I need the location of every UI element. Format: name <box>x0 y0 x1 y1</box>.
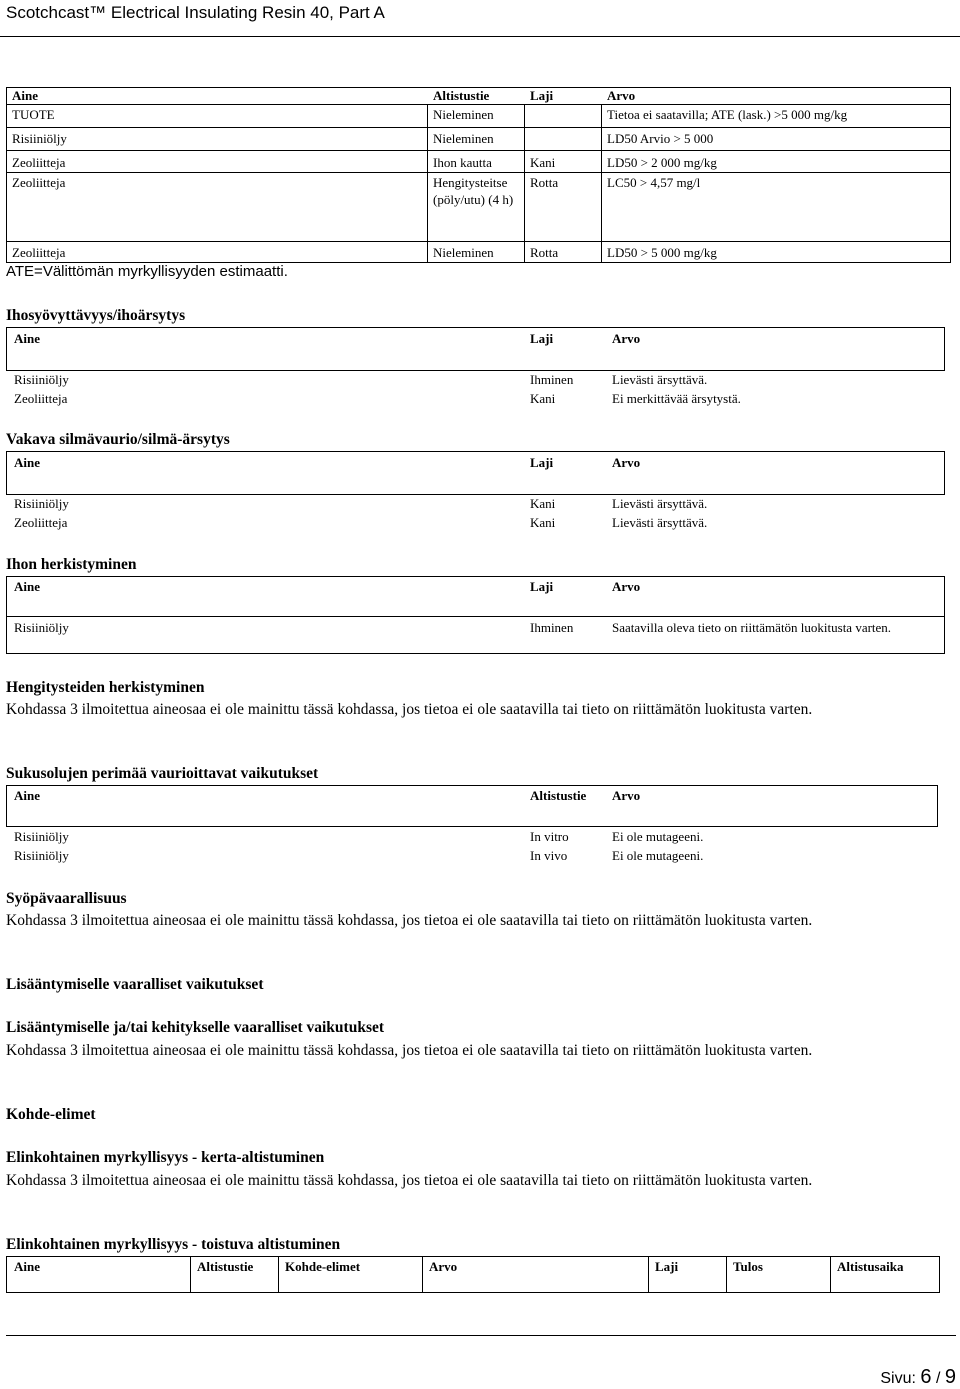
table-cell: Risiiniöljy <box>12 131 67 146</box>
col-header-aine: Aine <box>14 331 40 346</box>
section-heading-reproductive-development: Lisääntymiselle ja/tai kehitykselle vaaralliset vaikutukset <box>6 1019 385 1036</box>
col-header-altistustie: Altistustie <box>433 88 490 103</box>
table-cell: Risiiniöljy <box>14 496 69 511</box>
section-heading-skin: Ihosyövyttävyys/ihoärsytys <box>6 307 186 324</box>
row-divider <box>6 127 951 128</box>
col-header-arvo: Arvo <box>607 88 636 103</box>
section-heading-respiratory: Hengitysteiden herkistyminen <box>6 679 205 696</box>
germ-header-box <box>6 785 938 827</box>
page-number: 6 <box>920 1366 932 1388</box>
section-heading-reproductive: Lisääntymiselle vaaralliset vaikutukset <box>6 976 264 993</box>
row-divider <box>6 150 951 151</box>
col-divider <box>726 1256 727 1293</box>
col-header-arvo: Arvo <box>612 579 641 594</box>
col-header-laji: Laji <box>530 579 554 594</box>
col-header-arvo: Arvo <box>429 1259 458 1274</box>
col-divider <box>830 1256 831 1293</box>
table-cell: Saatavilla oleva tieto on riittämätön luokitusta varten. <box>612 620 892 635</box>
col-header-laji: Laji <box>655 1259 679 1274</box>
col-divider <box>648 1256 649 1293</box>
page-total: 9 <box>944 1366 956 1388</box>
table-cell: In vivo <box>530 848 568 863</box>
table-cell: LC50 > 4,57 mg/l <box>607 175 701 190</box>
col-header-laji: Laji <box>530 88 554 103</box>
table-cell: Tietoa ei saatavilla; ATE (lask.) >5 000 mg/kg <box>607 107 848 122</box>
col-divider <box>278 1256 279 1293</box>
col-header-altistusaika: Altistusaika <box>837 1259 904 1274</box>
table-cell: LD50 > 5 000 mg/kg <box>607 245 717 260</box>
col-header-arvo: Arvo <box>612 455 641 470</box>
stot-single-text: Kohdassa 3 ilmoitettua aineosaa ei ole mainittu tässä kohdassa, jos tietoa ei ole saatavilla tai tieto on riittämätön luokitusta varten. <box>6 1172 813 1189</box>
table-cell: Zeoliitteja <box>12 155 66 170</box>
table-cell: Kani <box>530 496 556 511</box>
table-cell: TUOTE <box>12 107 55 122</box>
col-header-aine: Aine <box>14 788 40 803</box>
col-divider <box>422 1256 423 1293</box>
table-cell: Ihminen <box>530 620 574 635</box>
col-header-altistustie: Altistustie <box>530 788 587 803</box>
col-divider <box>190 1256 191 1293</box>
table-cell: Nieleminen <box>433 245 494 260</box>
carcinogenicity-text: Kohdassa 3 ilmoitettua aineosaa ei ole mainittu tässä kohdassa, jos tietoa ei ole saatavilla tai tieto on riittämätön luokitusta varten. <box>6 912 813 929</box>
col-header-kohde-elimet: Kohde-elimet <box>285 1259 361 1274</box>
table-cell: Rotta <box>530 175 559 190</box>
section-heading-stot-single: Elinkohtainen myrkyllisyys - kerta-altistuminen <box>6 1149 325 1166</box>
section-heading-stot-repeated: Elinkohtainen myrkyllisyys - toistuva altistuminen <box>6 1236 341 1253</box>
col-header-aine: Aine <box>14 455 40 470</box>
section-heading-sensitisation: Ihon herkistyminen <box>6 556 137 573</box>
header-divider <box>0 36 960 37</box>
section-heading-target-organs: Kohde-elimet <box>6 1106 96 1123</box>
table-cell: Risiiniöljy <box>14 372 69 387</box>
col-header-aine: Aine <box>14 579 40 594</box>
table-cell: Lievästi ärsyttävä. <box>612 372 708 387</box>
col-header-aine: Aine <box>12 88 38 103</box>
sens-table-border <box>6 576 945 654</box>
col-divider <box>601 104 602 263</box>
reproductive-text: Kohdassa 3 ilmoitettua aineosaa ei ole mainittu tässä kohdassa, jos tietoa ei ole saatavilla tai tieto on riittämätön luokitusta varten. <box>6 1042 813 1059</box>
col-header-arvo: Arvo <box>612 331 641 346</box>
ate-footnote: ATE=Välittömän myrkyllisyyden estimaatti. <box>6 263 288 280</box>
col-header-laji: Laji <box>530 455 554 470</box>
table-cell: Lievästi ärsyttävä. <box>612 496 708 511</box>
col-header-arvo: Arvo <box>612 788 641 803</box>
page-indicator <box>880 1366 956 1389</box>
skin-header-box <box>6 327 945 371</box>
col-divider <box>427 104 428 263</box>
table-cell: Kani <box>530 155 556 170</box>
row-divider <box>6 241 951 242</box>
table-cell: Rotta <box>530 245 559 260</box>
table-cell: Zeoliitteja <box>12 245 66 260</box>
table-cell: Kani <box>530 391 556 406</box>
table-cell: Zeoliitteja <box>12 175 66 190</box>
row-divider <box>6 172 951 173</box>
col-header-aine: Aine <box>14 1259 40 1274</box>
document-title: Scotchcast™ Electrical Insulating Resin 40, Part A <box>6 3 385 22</box>
table-cell: In vitro <box>530 829 569 844</box>
section-heading-carcinogenicity: Syöpävaarallisuus <box>6 890 127 907</box>
table-cell: Nieleminen <box>433 131 494 146</box>
table-cell: Hengitysteitse (pöly/utu) (4 h) <box>433 175 514 207</box>
table-cell: Ihminen <box>530 372 574 387</box>
table-cell: Zeoliitteja <box>14 515 68 530</box>
section-heading-eye: Vakava silmävaurio/silmä-ärsytys <box>6 431 230 448</box>
section-heading-mutagenicity: Sukusolujen perimää vaurioittavat vaikutukset <box>6 765 319 782</box>
col-header-laji: Laji <box>530 331 554 346</box>
respiratory-text: Kohdassa 3 ilmoitettua aineosaa ei ole mainittu tässä kohdassa, jos tietoa ei ole saatavilla tai tieto on riittämätön luokitusta varten. <box>6 701 813 718</box>
table-cell: Zeoliitteja <box>14 391 68 406</box>
col-header-altistustie: Altistustie <box>197 1259 254 1274</box>
page-label: Sivu: <box>880 1370 916 1387</box>
table-cell: Ei ole mutageeni. <box>612 829 704 844</box>
table-cell: Risiiniöljy <box>14 829 69 844</box>
table-cell: Lievästi ärsyttävä. <box>612 515 708 530</box>
eye-header-box <box>6 451 945 495</box>
table-cell: Risiiniöljy <box>14 620 69 635</box>
table-cell: Nieleminen <box>433 107 494 122</box>
footer-divider <box>6 1335 956 1336</box>
page-separator: / <box>935 1370 941 1387</box>
table-cell: Ihon kautta <box>433 155 492 170</box>
table-cell: LD50 > 2 000 mg/kg <box>607 155 717 170</box>
table-cell: Kani <box>530 515 556 530</box>
table-cell: Ei merkittävää ärsytystä. <box>612 391 741 406</box>
col-divider <box>524 104 525 263</box>
table-cell: Risiiniöljy <box>14 848 69 863</box>
row-divider <box>6 616 945 617</box>
row-divider <box>6 104 951 105</box>
stot-rep-header-box <box>6 1256 940 1293</box>
table-cell: LD50 Arvio > 5 000 <box>607 131 714 146</box>
col-header-tulos: Tulos <box>733 1259 763 1274</box>
table-cell: Ei ole mutageeni. <box>612 848 704 863</box>
